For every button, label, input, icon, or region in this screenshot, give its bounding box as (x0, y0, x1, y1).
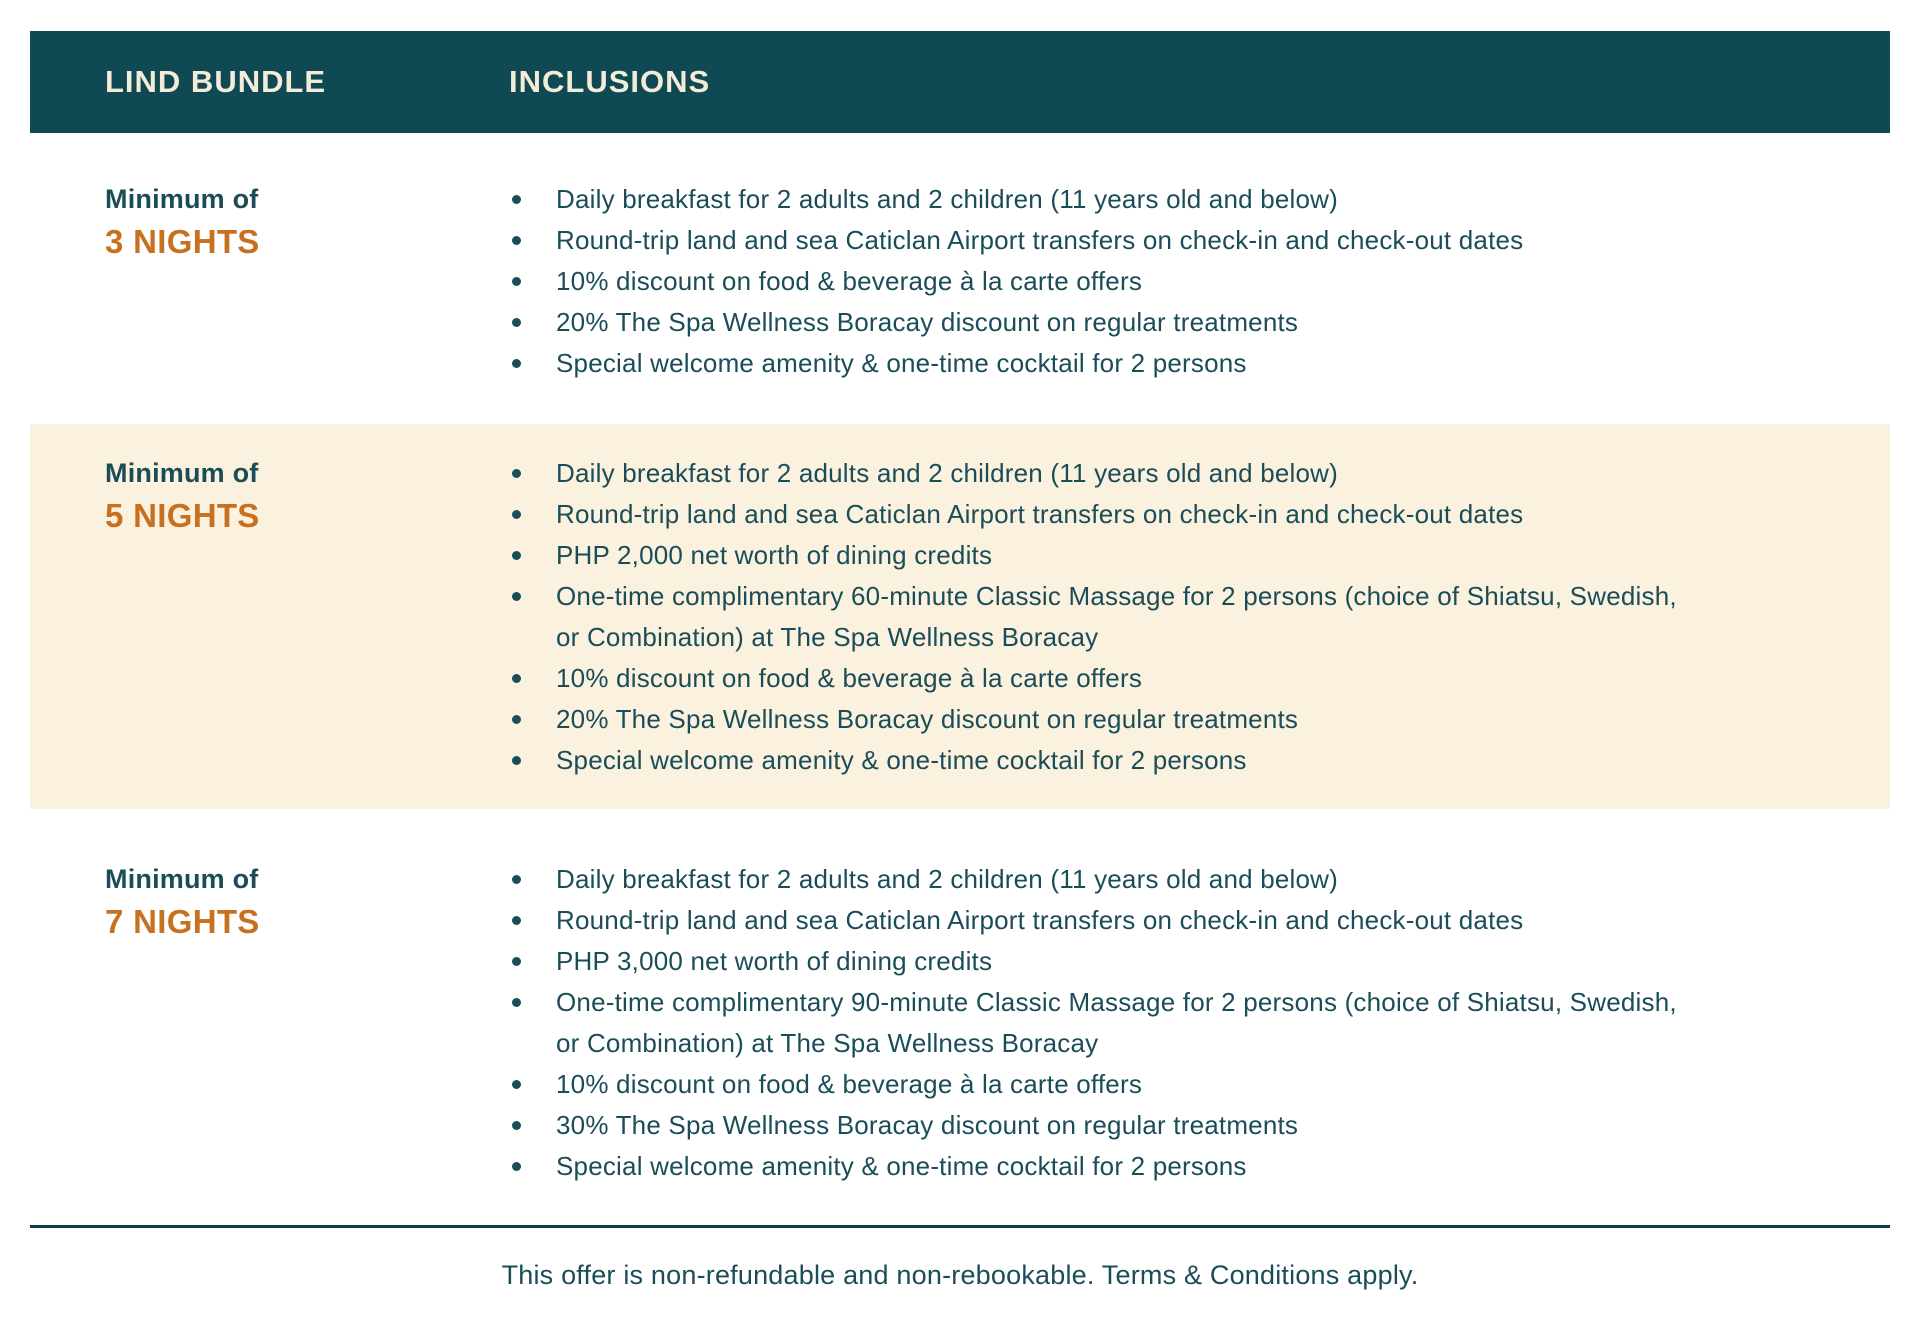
row-label (30, 179, 509, 264)
footer-divider (30, 1225, 1890, 1228)
row-inclusions-wrap (509, 453, 1890, 781)
header-label-inclusions: INCLUSIONS (509, 64, 711, 99)
inclusions-list (509, 859, 1699, 1187)
header-cell-bundle-wrap (30, 64, 509, 100)
row-inclusions-wrap (509, 859, 1890, 1187)
inclusion-item: 10% discount on food & beverage à la carte offers (509, 1064, 1699, 1105)
inclusion-item: 20% The Spa Wellness Boracay discount on regular treatments (509, 302, 1699, 343)
inclusion-item: PHP 3,000 net worth of dining credits (509, 941, 1699, 982)
bundle-row (30, 133, 1890, 424)
inclusion-item: Round-trip land and sea Caticlan Airport transfers on check-in and check-out dates (509, 494, 1699, 535)
bundle-row (30, 424, 1890, 809)
footer-note: This offer is non-refundable and non-rebookable. Terms & Conditions apply. (501, 1260, 1419, 1290)
inclusion-item: Daily breakfast for 2 adults and 2 children (11 years old and below) (509, 859, 1699, 900)
inclusion-item: 20% The Spa Wellness Boracay discount on regular treatments (509, 699, 1699, 740)
row-label-nights: 3 NIGHTS (105, 223, 260, 260)
header-cell-inclusions-wrap (509, 64, 1890, 100)
lind-bundle-table (30, 31, 1890, 1296)
row-label-nights: 5 NIGHTS (105, 497, 260, 534)
footer (30, 1255, 1890, 1296)
inclusion-item: Round-trip land and sea Caticlan Airport transfers on check-in and check-out dates (509, 900, 1699, 941)
inclusion-item: Round-trip land and sea Caticlan Airport transfers on check-in and check-out dates (509, 220, 1699, 261)
table-header-band (30, 31, 1890, 133)
inclusion-item: Special welcome amenity & one-time cocktail for 2 persons (509, 1146, 1699, 1187)
inclusions-list (509, 453, 1699, 781)
row-label (30, 859, 509, 944)
inclusion-item: 10% discount on food & beverage à la carte offers (509, 658, 1699, 699)
row-label-prefix: Minimum of (105, 458, 259, 488)
row-label-prefix: Minimum of (105, 184, 259, 214)
inclusion-item: Daily breakfast for 2 adults and 2 children (11 years old and below) (509, 453, 1699, 494)
header-label-lind-bundle: LIND BUNDLE (105, 64, 327, 99)
inclusion-item: Special welcome amenity & one-time cocktail for 2 persons (509, 740, 1699, 781)
row-inclusions-wrap (509, 179, 1890, 384)
inclusions-list (509, 179, 1699, 384)
inclusion-item: 10% discount on food & beverage à la carte offers (509, 261, 1699, 302)
row-label (30, 453, 509, 538)
inclusion-item: Daily breakfast for 2 adults and 2 children (11 years old and below) (509, 179, 1699, 220)
inclusion-item: One-time complimentary 90-minute Classic Massage for 2 persons (choice of Shiatsu, Swedish, or Combination) at The Spa Wellness Boracay (509, 982, 1699, 1064)
row-label-prefix: Minimum of (105, 864, 259, 894)
inclusion-item: One-time complimentary 60-minute Classic Massage for 2 persons (choice of Shiatsu, Swedish, or Combination) at The Spa Wellness Boracay (509, 576, 1699, 658)
bundle-row (30, 809, 1890, 1187)
bundle-rows (30, 133, 1890, 1187)
inclusion-item: PHP 2,000 net worth of dining credits (509, 535, 1699, 576)
inclusion-item: Special welcome amenity & one-time cocktail for 2 persons (509, 343, 1699, 384)
row-label-nights: 7 NIGHTS (105, 903, 260, 940)
inclusion-item: 30% The Spa Wellness Boracay discount on regular treatments (509, 1105, 1699, 1146)
